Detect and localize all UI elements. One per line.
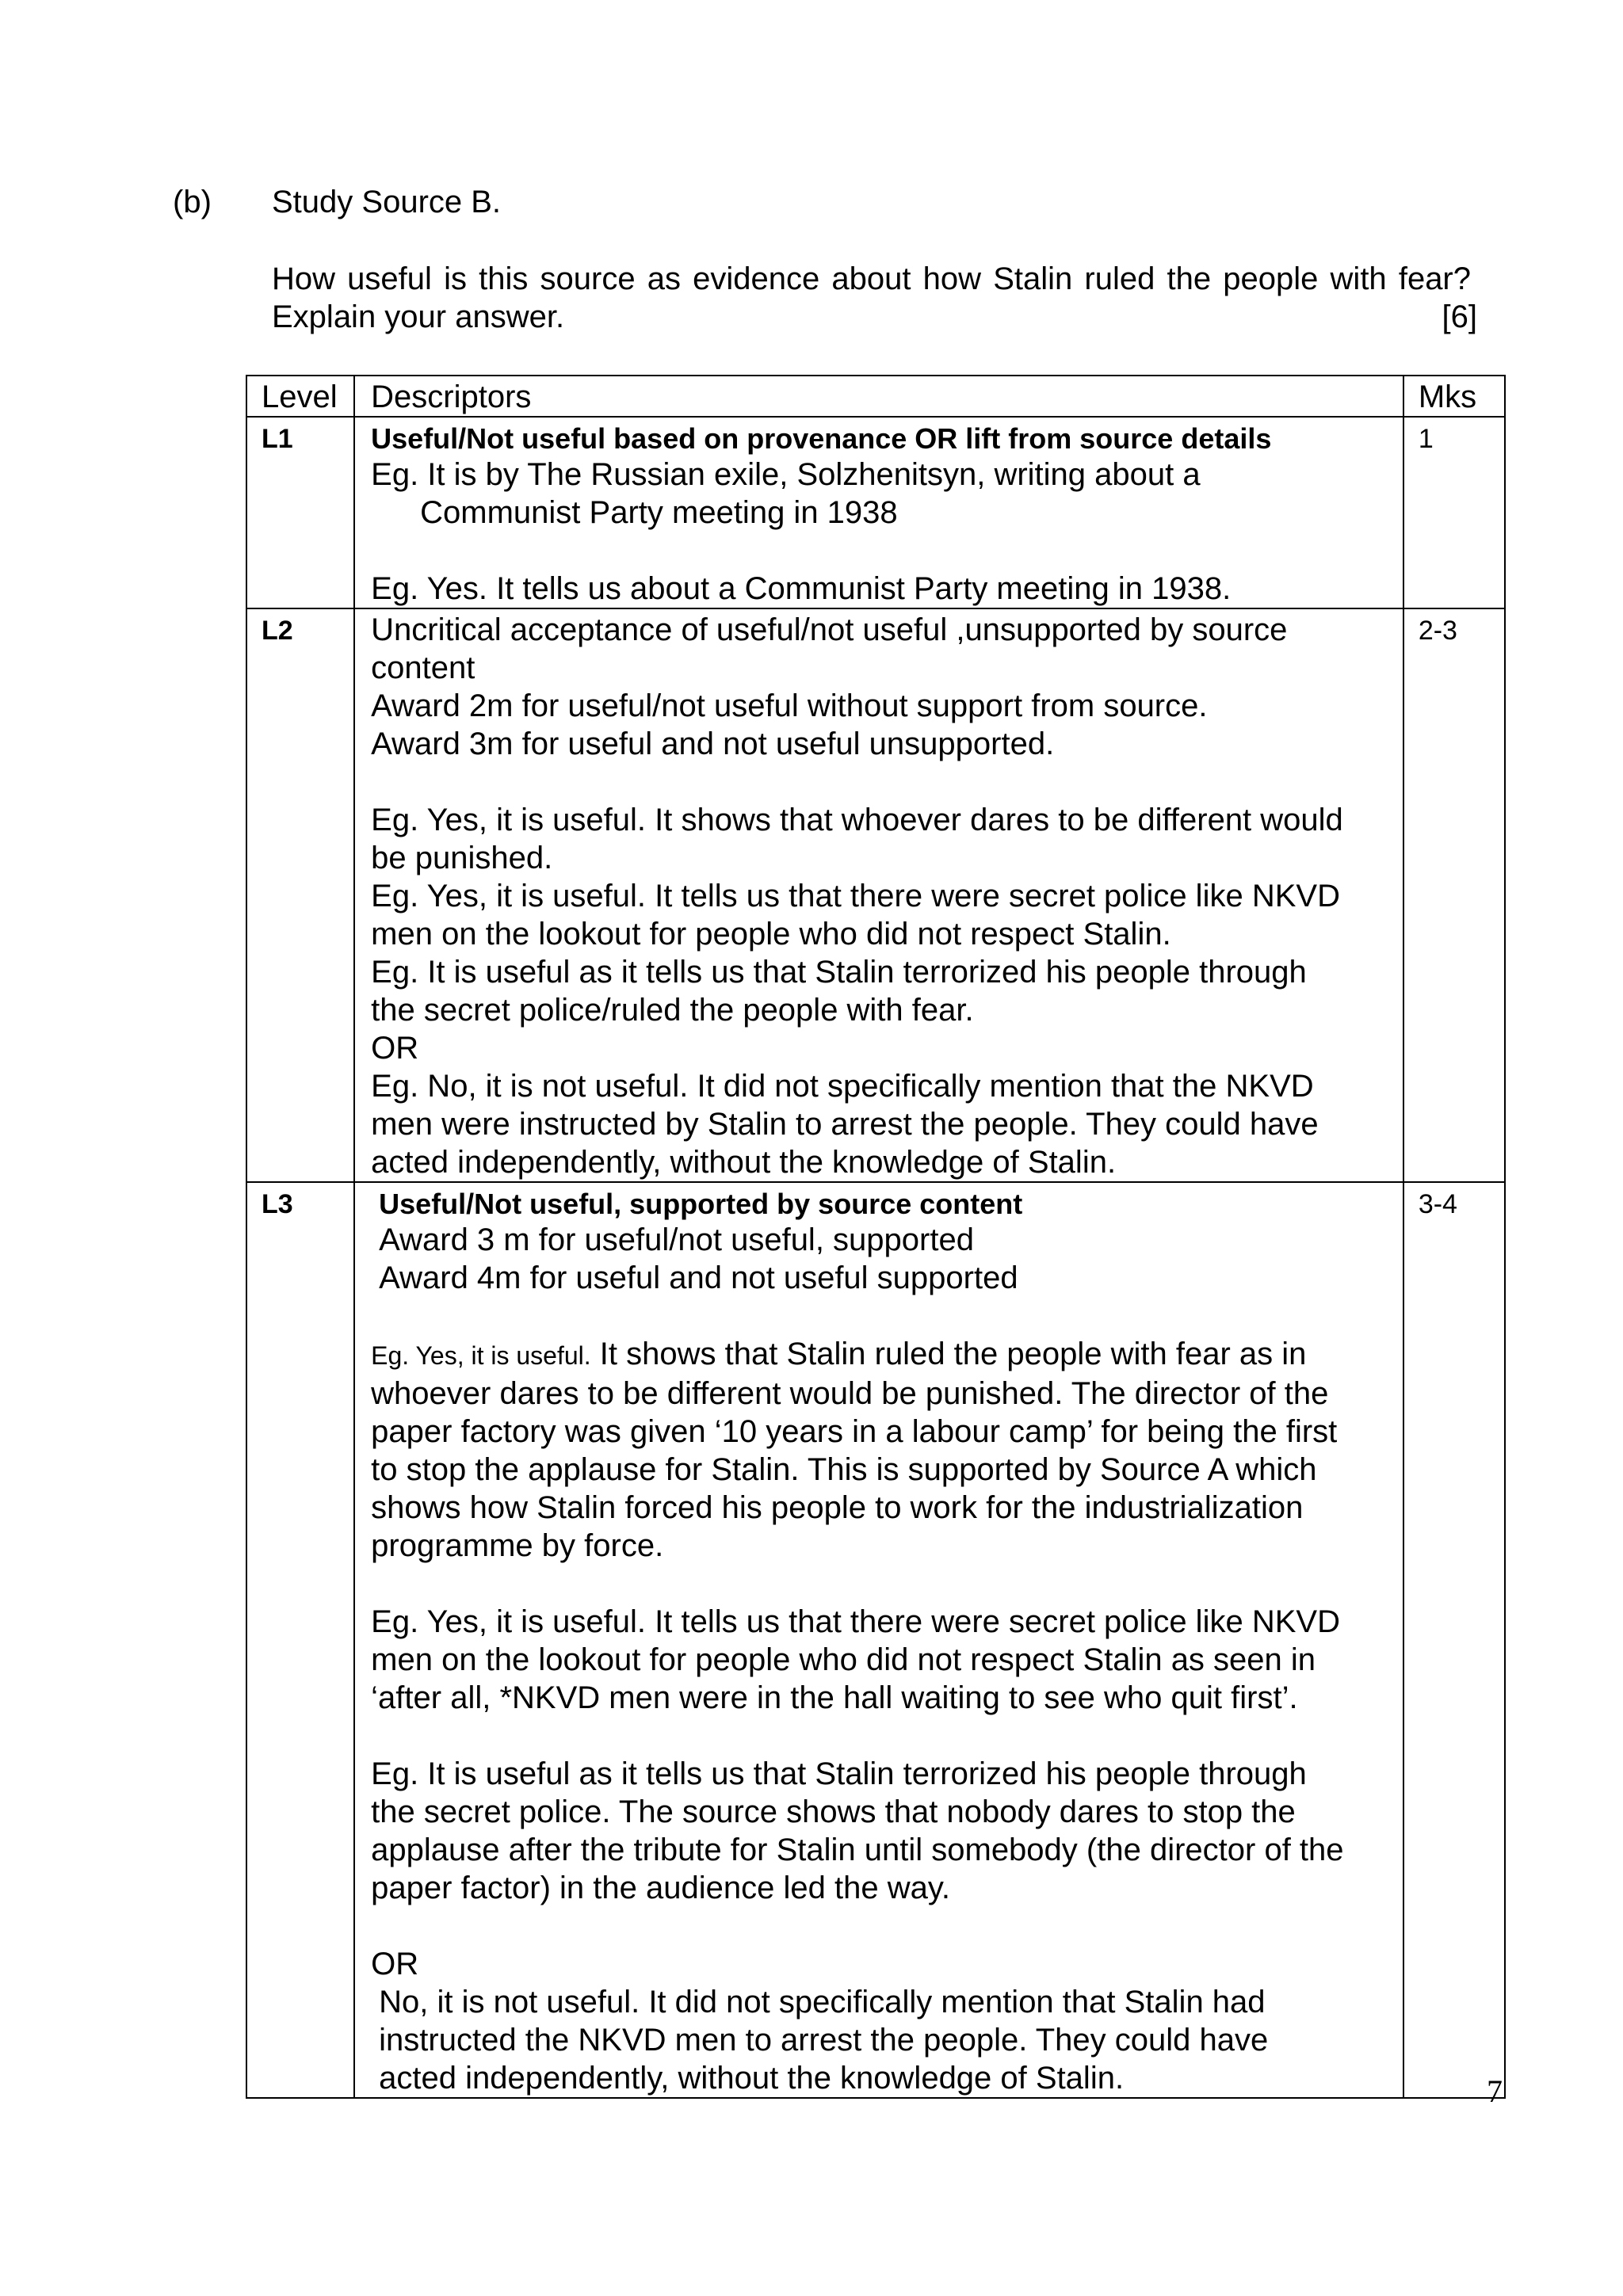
descriptor-line: Eg. Yes. It tells us about a Communist Party meeting in 1938. xyxy=(371,571,1232,606)
level-cell: L3 xyxy=(246,1182,354,2098)
descriptor-line: acted independently, without the knowledge of Stalin. xyxy=(371,1145,1117,1180)
descriptor-line: Eg. No, it is not useful. It did not specifically mention that the NKVD xyxy=(371,1069,1314,1104)
descriptor-line: acted independently, without the knowledge of Stalin. xyxy=(379,2061,1125,2096)
descriptor-cell xyxy=(354,1182,1403,2098)
descriptor-line: shows how Stalin forced his people to work for the industrialization xyxy=(371,1490,1304,1525)
header-level: Level xyxy=(246,376,354,417)
descriptor-line: Eg. Yes, it is useful. It shows that whoever dares to be different would xyxy=(371,803,1343,837)
descriptor-line: paper factor) in the audience led the way. xyxy=(371,1871,950,1905)
descriptor-line: Eg. It is by The Russian exile, Solzhenitsyn, writing about a xyxy=(371,457,1201,492)
descriptor-line: programme by force. xyxy=(371,1528,664,1563)
header-descriptors: Descriptors xyxy=(354,376,1403,417)
descriptor-line: OR xyxy=(371,1031,419,1066)
table-row-l2 xyxy=(246,608,1505,1182)
descriptor-line: content xyxy=(371,650,475,685)
question-title: Study Source B. xyxy=(272,185,502,219)
descriptor-line: men on the lookout for people who did not respect Stalin. xyxy=(371,917,1171,952)
descriptor-line: the secret police. The source shows that nobody dares to stop the xyxy=(371,1794,1296,1829)
descriptor-line: Uncritical acceptance of useful/not useful ,unsupported by source xyxy=(371,612,1288,647)
descriptor-heading: Useful/Not useful, supported by source content xyxy=(379,1188,1023,1220)
question-text-line-2 xyxy=(272,298,1477,336)
descriptor-line: men on the lookout for people who did not respect Stalin as seen in xyxy=(371,1642,1316,1677)
descriptor-line: paper factory was given ‘10 years in a labour camp’ for being the first xyxy=(371,1414,1338,1449)
descriptor-line: Eg. Yes, it is useful. It tells us that there were secret police like NKVD xyxy=(371,1604,1340,1639)
marks-cell: 1 xyxy=(1403,417,1505,608)
descriptor-line: the secret police/ruled the people with fear. xyxy=(371,993,974,1028)
descriptor-line: Award 3 m for useful/not useful, supported xyxy=(379,1222,974,1257)
table-row-l1 xyxy=(246,417,1505,608)
descriptor-line: be punished. xyxy=(371,841,553,875)
descriptor-line: Communist Party meeting in 1938 xyxy=(420,495,898,530)
header-marks: Mks xyxy=(1403,376,1505,417)
question-marks: [6] xyxy=(1442,299,1477,334)
descriptor-cell xyxy=(354,608,1403,1182)
descriptor-line: Award 4m for useful and not useful supported xyxy=(379,1261,1018,1295)
marks-cell: 3-4 xyxy=(1403,1182,1505,2098)
descriptor-line: Award 3m for useful and not useful unsupported. xyxy=(371,727,1055,761)
marks-cell: 2-3 xyxy=(1403,608,1505,1182)
descriptor-line: applause after the tribute for Stalin until somebody (the director of the xyxy=(371,1833,1344,1867)
descriptor-line: ‘after all, *NKVD men were in the hall waiting to see who quit first’. xyxy=(371,1680,1298,1715)
descriptor-line: Award 2m for useful/not useful without support from source. xyxy=(371,688,1208,723)
descriptor-line: whoever dares to be different would be punished. The director of the xyxy=(371,1376,1329,1411)
descriptor-line: to stop the applause for Stalin. This is supported by Source A which xyxy=(371,1452,1317,1487)
descriptor-line: Eg. It is useful as it tells us that Stalin terrorized his people through xyxy=(371,1756,1307,1791)
descriptor-line: OR xyxy=(371,1947,419,1981)
table-row-l3 xyxy=(246,1182,1505,2098)
mark-scheme-table xyxy=(246,375,1506,2099)
question-instruction: Explain your answer. xyxy=(272,299,565,334)
level-cell: L2 xyxy=(246,608,354,1182)
descriptor-line: Eg. Yes, it is useful. It tells us that there were secret police like NKVD xyxy=(371,879,1340,913)
descriptor-line: Eg. It is useful as it tells us that Stalin terrorized his people through xyxy=(371,955,1307,990)
descriptor-heading: Useful/Not useful based on provenance OR lift from source details xyxy=(371,422,1272,455)
question-label: (b) xyxy=(173,185,212,219)
level-cell: L1 xyxy=(246,417,354,608)
table-header-row xyxy=(246,376,1505,417)
descriptor-line: No, it is not useful. It did not specifically mention that Stalin had xyxy=(379,1985,1266,2019)
descriptor-line: instructed the NKVD men to arrest the people. They could have xyxy=(379,2023,1269,2058)
descriptor-line: Eg. Yes, it is useful. It shows that Stalin ruled the people with fear as in xyxy=(371,1337,1307,1371)
descriptor-cell xyxy=(354,417,1403,608)
question-text-line-1: How useful is this source as evidence about how Stalin ruled the people with fear? xyxy=(272,261,1471,296)
descriptor-line: men were instructed by Stalin to arrest the people. They could have xyxy=(371,1107,1319,1142)
page-number: 7 xyxy=(1487,2073,1503,2109)
